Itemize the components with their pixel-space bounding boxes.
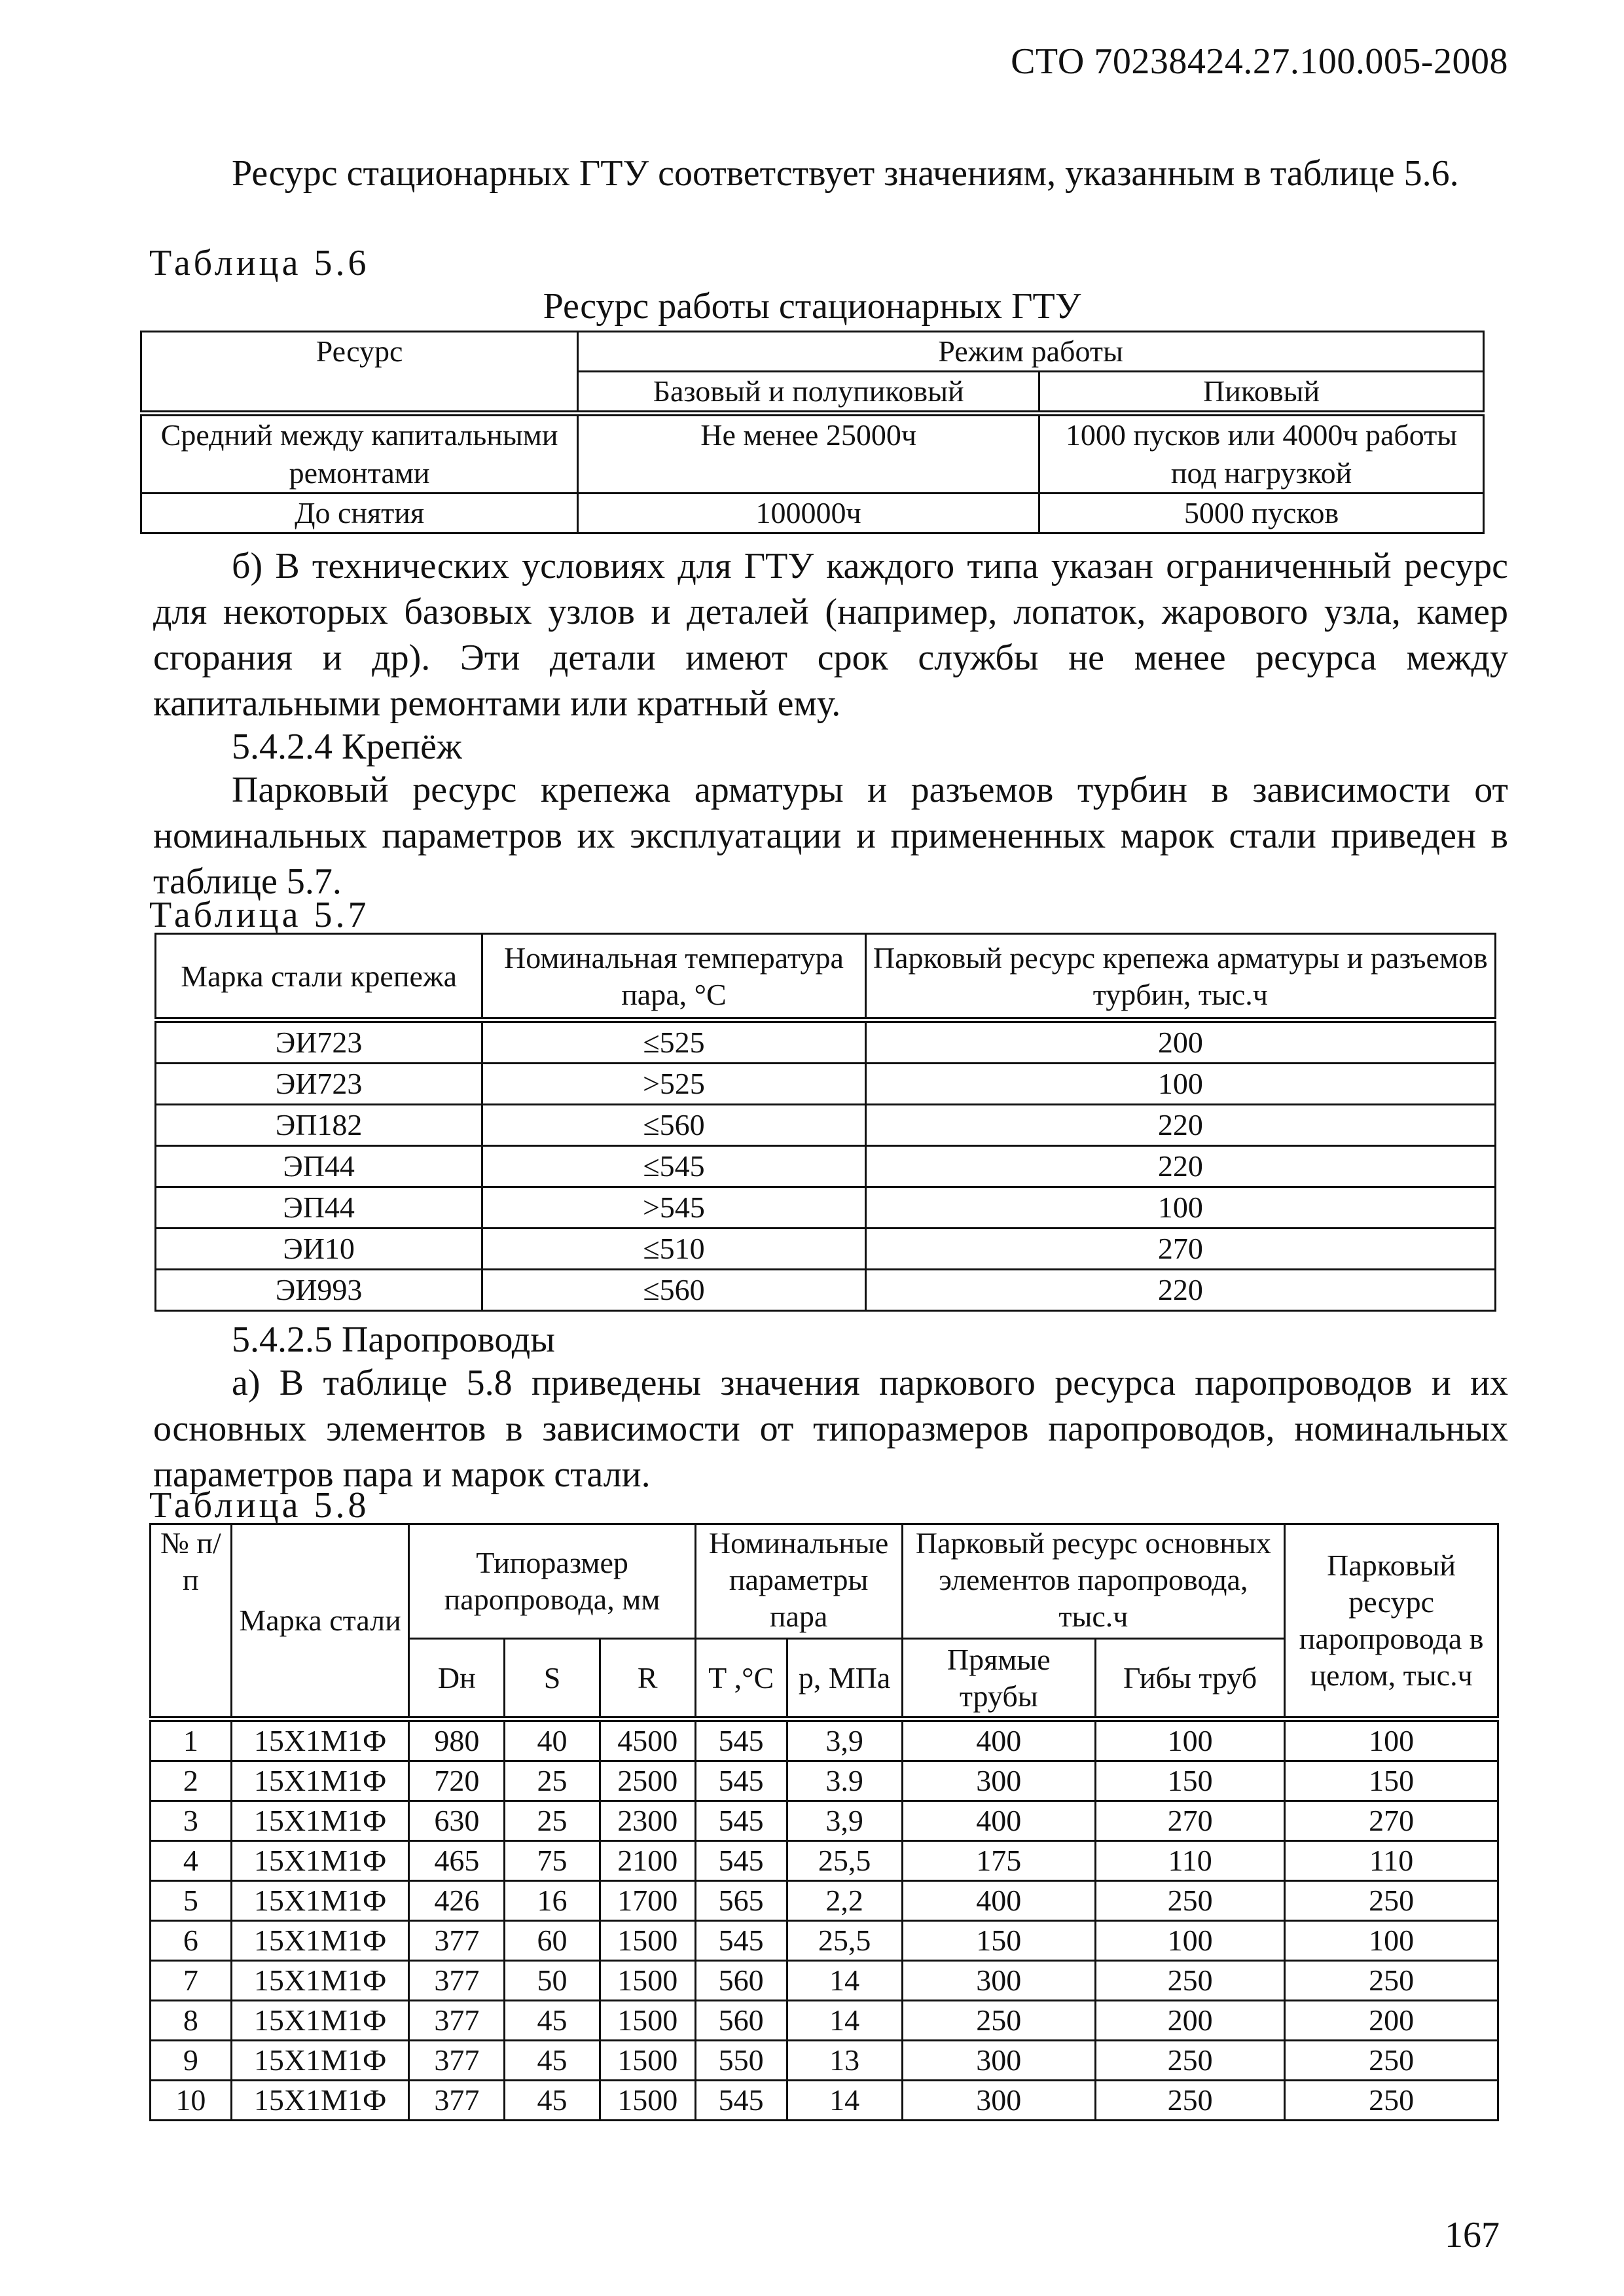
cell-temperature: ≤560: [482, 1105, 865, 1146]
cell-temperature: ≤525: [482, 1020, 865, 1064]
table-row: [151, 1921, 1498, 1961]
cell-pressure: 3,9: [787, 1719, 902, 1761]
table-row: [156, 1229, 1496, 1270]
cell-r: 2500: [600, 1761, 695, 1801]
cell-temperature: ≤560: [482, 1270, 865, 1311]
cell-straight: 300: [902, 1961, 1095, 2001]
cell-bends: 250: [1095, 2041, 1284, 2081]
cell-r: 2100: [600, 1841, 695, 1881]
cell-bends: 250: [1095, 1961, 1284, 2001]
cell-temperature: 560: [695, 2001, 787, 2041]
table-row: [151, 2041, 1498, 2081]
table-row: [151, 1761, 1498, 1801]
cell-dn: 377: [409, 2001, 505, 2041]
table-row: [151, 2001, 1498, 2041]
page-number: 167: [1445, 2215, 1500, 2255]
table-row: [151, 1881, 1498, 1921]
header-steel: Марка стали: [231, 1524, 409, 1719]
cell-s: 45: [505, 2081, 600, 2121]
cell-temperature: 560: [695, 1961, 787, 2001]
cell-steel: 15Х1М1Ф: [231, 1761, 409, 1801]
cell-dn: 426: [409, 1881, 505, 1921]
table-row: [151, 1719, 1498, 1761]
cell-dn: 465: [409, 1841, 505, 1881]
cell-straight: 400: [902, 1881, 1095, 1921]
table-row: [156, 1146, 1496, 1187]
cell-steel: 15Х1М1Ф: [231, 1881, 409, 1921]
cell-r: 4500: [600, 1719, 695, 1761]
cell-peak: 1000 пусков или 4000ч работы под нагрузкой: [1039, 414, 1484, 493]
header-mode: Режим работы: [578, 332, 1484, 372]
header-base: Базовый и полупиковый: [578, 372, 1039, 414]
header-steel: Марка стали крепежа: [156, 934, 482, 1020]
cell-total: 250: [1285, 2081, 1498, 2121]
table-row: [151, 1841, 1498, 1881]
cell-steel: ЭП44: [156, 1187, 482, 1229]
cell-number: 3: [151, 1801, 232, 1841]
cell-steel: ЭИ10: [156, 1229, 482, 1270]
cell-pressure: 25,5: [787, 1921, 902, 1961]
cell-temperature: >545: [482, 1187, 865, 1229]
cell-pressure: 14: [787, 1961, 902, 2001]
cell-dn: 720: [409, 1761, 505, 1801]
cell-r: 1700: [600, 1881, 695, 1921]
cell-dn: 980: [409, 1719, 505, 1761]
cell-dn: 630: [409, 1801, 505, 1841]
cell-resource: 220: [865, 1105, 1495, 1146]
header-number: № п/п: [151, 1524, 232, 1719]
cell-pressure: 3,9: [787, 1801, 902, 1841]
cell-r: 1500: [600, 1921, 695, 1961]
table-5-7-label: Таблица 5.7: [149, 895, 370, 935]
cell-resource: 100: [865, 1187, 1495, 1229]
cell-resource: До снятия: [141, 493, 578, 533]
cell-r: 1500: [600, 2081, 695, 2121]
table-5-6-title: Ресурс работы стационарных ГТУ: [543, 286, 1081, 327]
header-s: S: [505, 1639, 600, 1719]
cell-straight: 400: [902, 1719, 1095, 1761]
cell-temperature: 545: [695, 1921, 787, 1961]
cell-base: Не менее 25000ч: [578, 414, 1039, 493]
cell-pressure: 14: [787, 2001, 902, 2041]
cell-bends: 200: [1095, 2001, 1284, 2041]
cell-bends: 250: [1095, 1881, 1284, 1921]
header-peak: Пиковый: [1039, 372, 1484, 414]
table-row: [156, 1020, 1496, 1064]
header-temperature: Номинальная температура пара, °С: [482, 934, 865, 1020]
cell-straight: 150: [902, 1921, 1095, 1961]
cell-r: 2300: [600, 1801, 695, 1841]
cell-resource: Средний между капитальными ремонтами: [141, 414, 578, 493]
cell-s: 45: [505, 2001, 600, 2041]
paragraph-fasteners: Парковый ресурс крепежа арматуры и разъемов турбин в зависимости от номинальных параметров их эксплуатации и примененных марок стали приведен в таблице 5.7.: [153, 770, 1508, 902]
cell-pressure: 3.9: [787, 1761, 902, 1801]
cell-steel: 15Х1М1Ф: [231, 1719, 409, 1761]
cell-steel: ЭП44: [156, 1146, 482, 1187]
cell-temperature: 545: [695, 1841, 787, 1881]
cell-temperature: ≤545: [482, 1146, 865, 1187]
cell-bends: 110: [1095, 1841, 1284, 1881]
cell-dn: 377: [409, 2041, 505, 2081]
cell-pressure: 2,2: [787, 1881, 902, 1921]
cell-resource: 220: [865, 1146, 1495, 1187]
header-bends: Гибы труб: [1095, 1639, 1284, 1719]
cell-s: 40: [505, 1719, 600, 1761]
header-pressure: р, МПа: [787, 1639, 902, 1719]
cell-peak: 5000 пусков: [1039, 493, 1484, 533]
cell-s: 75: [505, 1841, 600, 1881]
cell-s: 16: [505, 1881, 600, 1921]
cell-r: 1500: [600, 2001, 695, 2041]
cell-steel: ЭП182: [156, 1105, 482, 1146]
paragraph-pipes: а) В таблице 5.8 приведены значения паркового ресурса паропроводов и их основных элементов в зависимости от типоразмеров паропроводов, номинальных параметров пара и марок стали.: [153, 1363, 1508, 1495]
cell-number: 7: [151, 1961, 232, 2001]
cell-total: 200: [1285, 2001, 1498, 2041]
cell-s: 50: [505, 1961, 600, 2001]
document-code: СТО 70238424.27.100.005-2008: [1011, 41, 1508, 82]
cell-total: 250: [1285, 1961, 1498, 2001]
cell-steel: ЭИ723: [156, 1020, 482, 1064]
cell-pressure: 14: [787, 2081, 902, 2121]
cell-s: 25: [505, 1761, 600, 1801]
cell-r: 1500: [600, 1961, 695, 2001]
cell-number: 9: [151, 2041, 232, 2081]
cell-straight: 300: [902, 2081, 1095, 2121]
cell-straight: 175: [902, 1841, 1095, 1881]
cell-pressure: 25,5: [787, 1841, 902, 1881]
cell-total: 110: [1285, 1841, 1498, 1881]
cell-dn: 377: [409, 1961, 505, 2001]
cell-temperature: 545: [695, 1719, 787, 1761]
cell-base: 100000ч: [578, 493, 1039, 533]
table-row: [151, 1801, 1498, 1841]
cell-s: 25: [505, 1801, 600, 1841]
table-5-6: [140, 331, 1485, 534]
section-5-4-2-5: 5.4.2.5 Паропроводы: [232, 1319, 555, 1360]
header-size: Типоразмер паропровода, мм: [409, 1524, 695, 1639]
cell-temperature: 545: [695, 2081, 787, 2121]
cell-temperature: 550: [695, 2041, 787, 2081]
table-row: [141, 414, 1484, 493]
cell-steel: 15Х1М1Ф: [231, 1921, 409, 1961]
header-params: Номинальные параметры пара: [695, 1524, 902, 1639]
intro-paragraph: Ресурс стационарных ГТУ соответствует значениям, указанным в таблице 5.6.: [232, 153, 1459, 194]
cell-straight: 250: [902, 2001, 1095, 2041]
cell-total: 270: [1285, 1801, 1498, 1841]
table-5-8: [149, 1523, 1499, 2121]
cell-steel: ЭИ993: [156, 1270, 482, 1311]
cell-number: 10: [151, 2081, 232, 2121]
cell-bends: 270: [1095, 1801, 1284, 1841]
table-row: [156, 1105, 1496, 1146]
cell-resource: 100: [865, 1064, 1495, 1105]
cell-number: 5: [151, 1881, 232, 1921]
header-elements: Парковый ресурс основных элементов паропровода, тыс.ч: [902, 1524, 1285, 1639]
cell-resource: 220: [865, 1270, 1495, 1311]
cell-temperature: 565: [695, 1881, 787, 1921]
table-5-7: [154, 933, 1496, 1312]
table-row: [156, 1270, 1496, 1311]
cell-temperature: 545: [695, 1801, 787, 1841]
cell-bends: 150: [1095, 1761, 1284, 1801]
table-row: [156, 1064, 1496, 1105]
cell-s: 45: [505, 2041, 600, 2081]
cell-number: 6: [151, 1921, 232, 1961]
cell-total: 150: [1285, 1761, 1498, 1801]
header-total: Парковый ресурс паропровода в целом, тыс.ч: [1285, 1524, 1498, 1719]
cell-bends: 100: [1095, 1719, 1284, 1761]
header-temperature: Т ,°С: [695, 1639, 787, 1719]
table-5-6-label: Таблица 5.6: [149, 243, 370, 283]
cell-steel: ЭИ723: [156, 1064, 482, 1105]
cell-steel: 15Х1М1Ф: [231, 2001, 409, 2041]
header-r: R: [600, 1639, 695, 1719]
header-straight: Прямые трубы: [902, 1639, 1095, 1719]
cell-straight: 300: [902, 2041, 1095, 2081]
cell-bends: 100: [1095, 1921, 1284, 1961]
cell-total: 250: [1285, 1881, 1498, 1921]
header-resource: Ресурс: [141, 332, 578, 414]
header-dn: Dн: [409, 1639, 505, 1719]
table-5-8-label: Таблица 5.8: [149, 1485, 370, 1526]
cell-temperature: >525: [482, 1064, 865, 1105]
cell-steel: 15Х1М1Ф: [231, 1841, 409, 1881]
paragraph-b: б) В технических условиях для ГТУ каждого типа указан ограниченный ресурс для некоторых базовых узлов и деталей (например, лопаток, жарового узла, камер сгорания и др). Эти детали имеют срок службы не менее ресурса между капитальными ремонтами или кратный ему.: [153, 546, 1508, 724]
table-row: [151, 2081, 1498, 2121]
table-row: [156, 1187, 1496, 1229]
header-resource: Парковый ресурс крепежа арматуры и разъемов турбин, тыс.ч: [865, 934, 1495, 1020]
cell-total: 100: [1285, 1719, 1498, 1761]
cell-steel: 15Х1М1Ф: [231, 2081, 409, 2121]
cell-number: 8: [151, 2001, 232, 2041]
table-row: [151, 1961, 1498, 2001]
cell-number: 2: [151, 1761, 232, 1801]
table-row: [141, 493, 1484, 533]
cell-pressure: 13: [787, 2041, 902, 2081]
cell-straight: 400: [902, 1801, 1095, 1841]
cell-temperature: ≤510: [482, 1229, 865, 1270]
cell-dn: 377: [409, 2081, 505, 2121]
cell-dn: 377: [409, 1921, 505, 1961]
cell-resource: 270: [865, 1229, 1495, 1270]
cell-total: 100: [1285, 1921, 1498, 1961]
cell-steel: 15Х1М1Ф: [231, 2041, 409, 2081]
cell-r: 1500: [600, 2041, 695, 2081]
cell-total: 250: [1285, 2041, 1498, 2081]
cell-steel: 15Х1М1Ф: [231, 1961, 409, 2001]
cell-s: 60: [505, 1921, 600, 1961]
cell-resource: 200: [865, 1020, 1495, 1064]
section-5-4-2-4: 5.4.2.4 Крепёж: [232, 726, 462, 767]
cell-temperature: 545: [695, 1761, 787, 1801]
cell-steel: 15Х1М1Ф: [231, 1801, 409, 1841]
cell-bends: 250: [1095, 2081, 1284, 2121]
cell-straight: 300: [902, 1761, 1095, 1801]
cell-number: 4: [151, 1841, 232, 1881]
cell-number: 1: [151, 1719, 232, 1761]
